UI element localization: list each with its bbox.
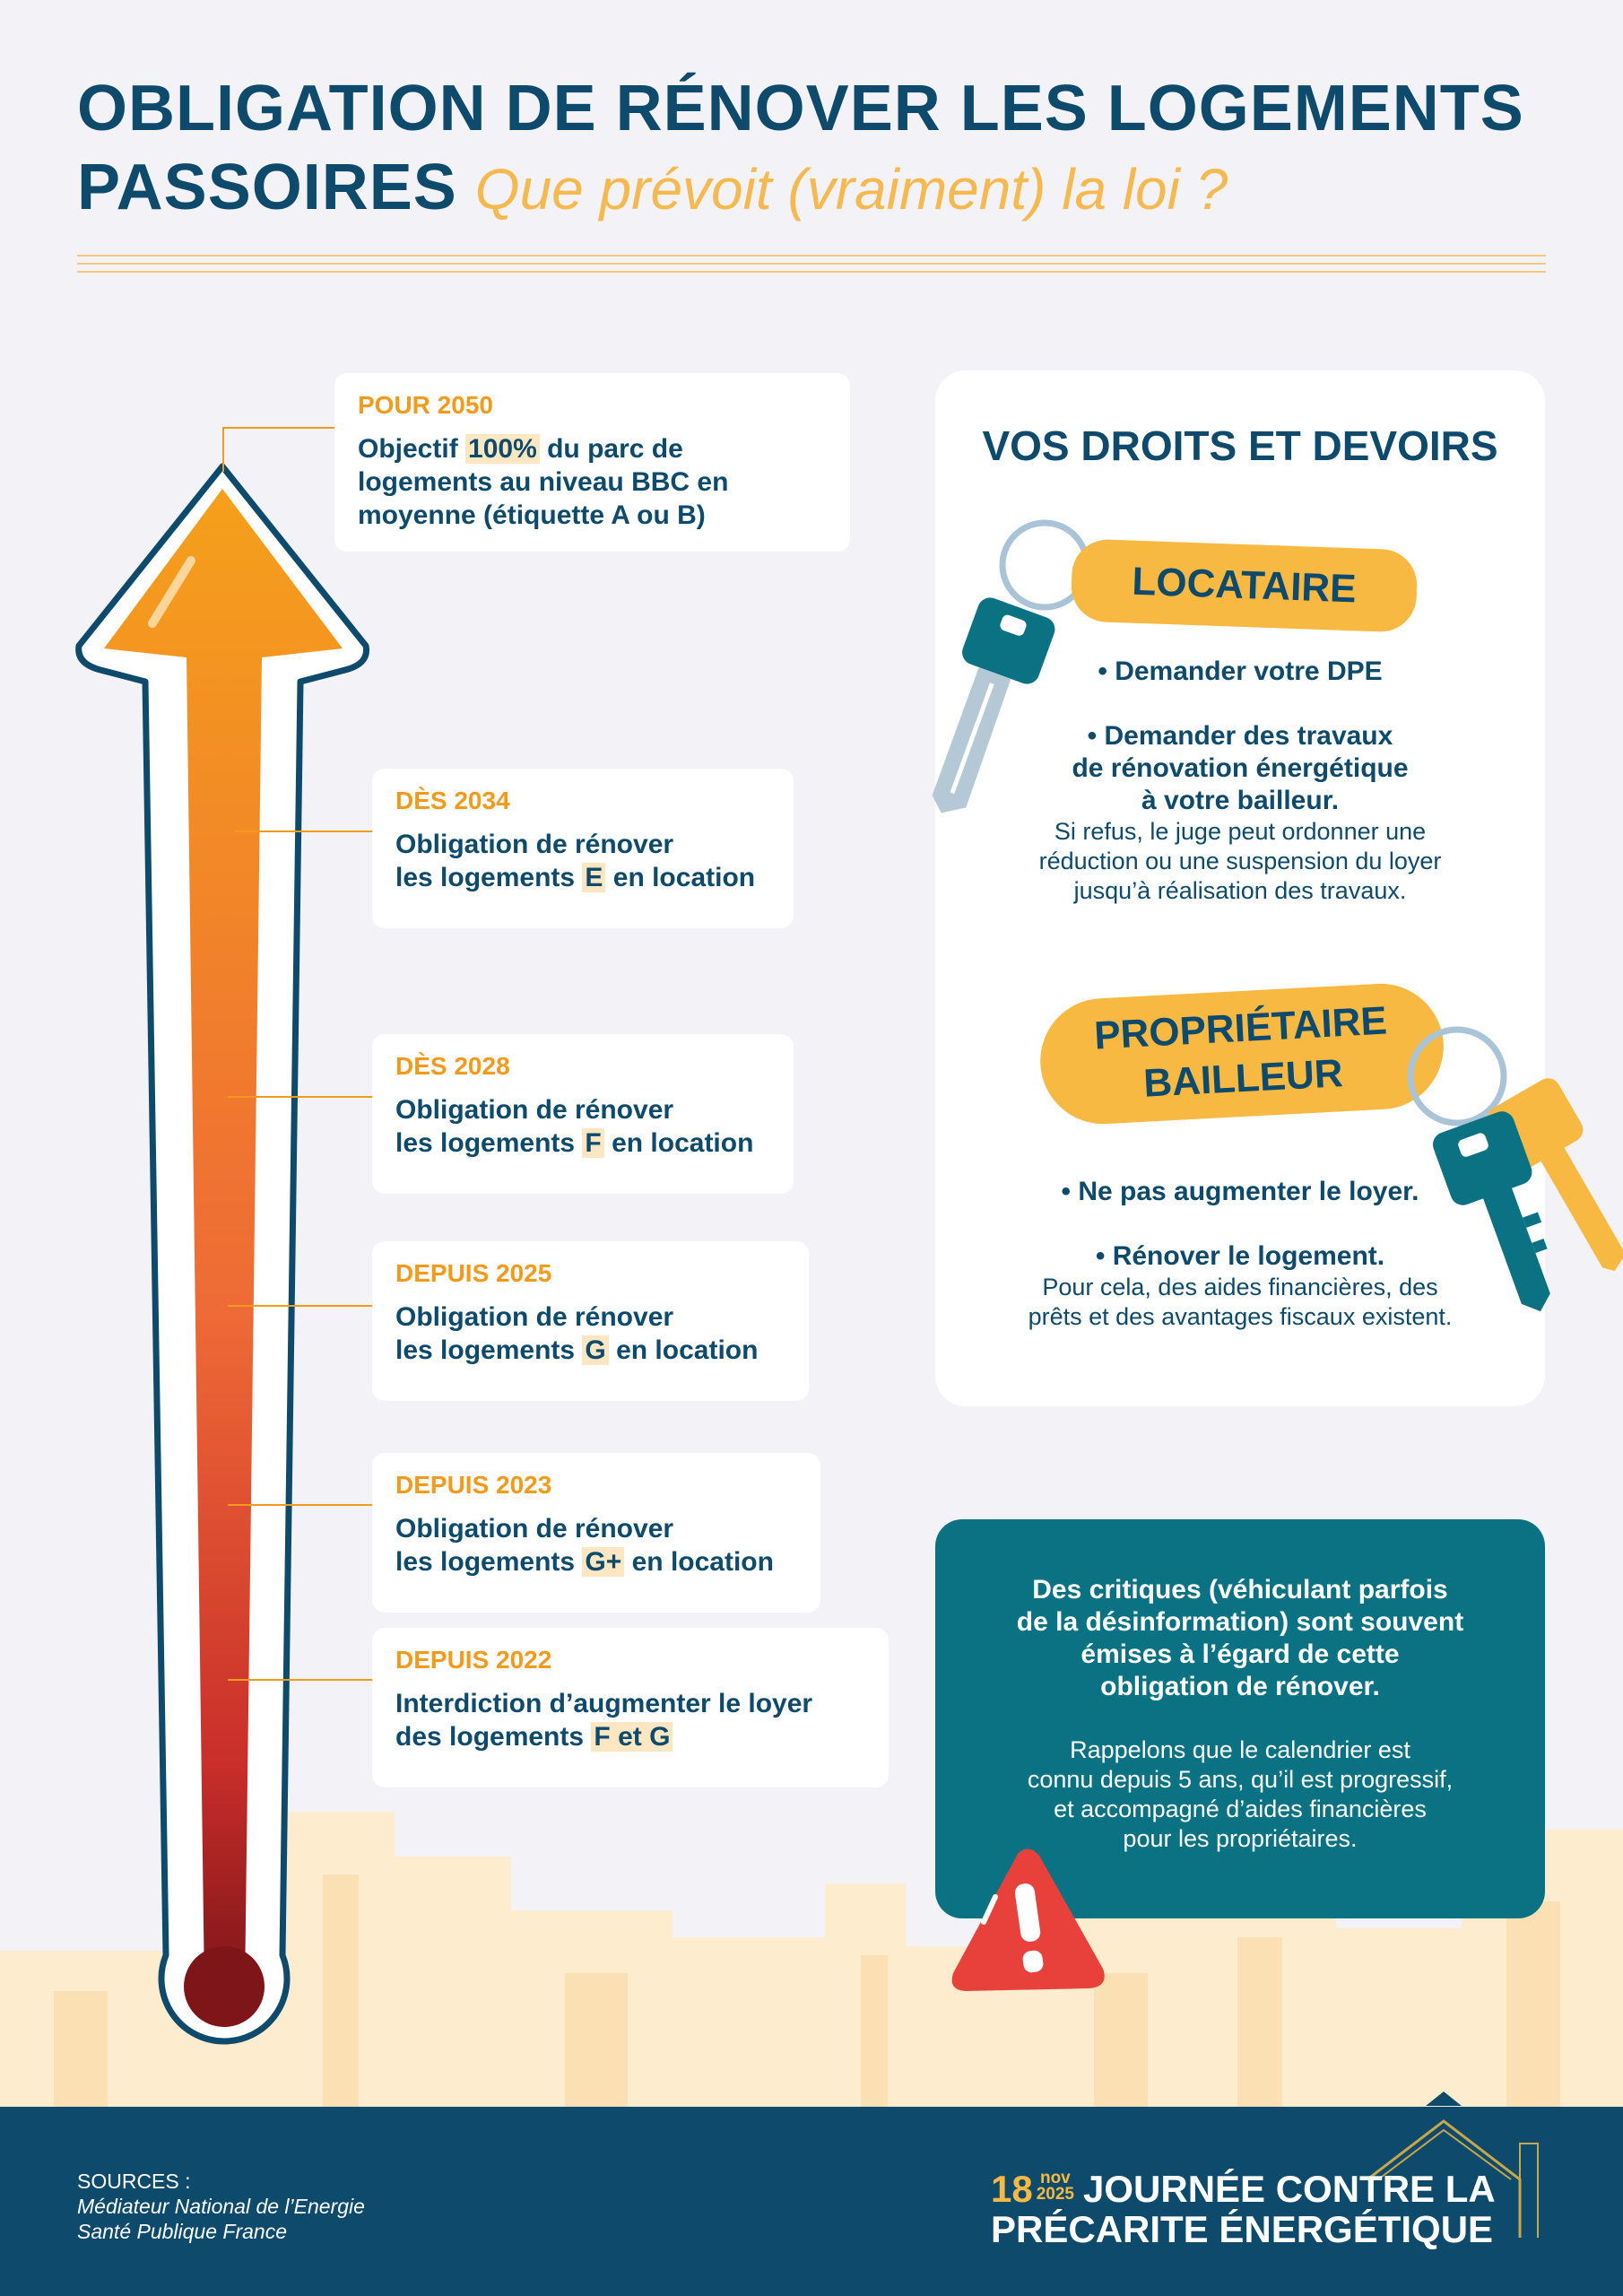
timeline-text-part: Obligation de rénover (395, 1302, 674, 1332)
timeline-highlight: F et G (591, 1722, 673, 1752)
timeline-year: POUR 2050 (358, 391, 493, 419)
critique-line: connu depuis 5 ans, qu’il est progressif, (1027, 1766, 1454, 1793)
timeline-text (358, 432, 827, 532)
tenant-point: • Demander des travaux (1087, 721, 1393, 751)
tenant-point: • Demander votre DPE (1098, 657, 1383, 686)
timeline-text (395, 1093, 770, 1160)
critique-line: Rappelons que le calendrier est (1070, 1736, 1410, 1763)
timeline-text-part: Obligation de rénover (395, 1514, 674, 1544)
header-divider (77, 255, 1546, 257)
header-divider (77, 271, 1546, 273)
timeline-highlight: G (582, 1335, 608, 1365)
timeline-text-part: en location (608, 1335, 759, 1365)
timeline-text-part: Obligation de rénover (395, 830, 674, 859)
timeline-text-part: Interdiction d’augmenter le loyer (395, 1689, 813, 1718)
timeline-text (395, 828, 770, 894)
timeline-text-part: des logements (395, 1722, 592, 1752)
warning-icon (946, 1843, 1112, 1996)
owner-point: • Rénover le logement. (1095, 1241, 1385, 1271)
critique-line: émises à l’égard de cette (1081, 1639, 1400, 1669)
owner-duties (935, 1176, 1545, 1332)
source-item: Santé Publique France (77, 2220, 287, 2243)
timeline-highlight: 100% (465, 434, 540, 464)
critique-line: obligation de rénover. (1100, 1672, 1380, 1701)
page-title-line2 (77, 151, 1228, 224)
sources (77, 2169, 365, 2244)
timeline-highlight: E (582, 863, 605, 892)
tenant-note: jusqu’à réalisation des travaux. (1073, 877, 1407, 904)
tenant-label-tag: LOCATAIRE (1071, 538, 1419, 632)
timeline-connector (222, 427, 335, 429)
sources-label: SOURCES : (77, 2170, 191, 2193)
thermometer-arrow-illustration (63, 453, 386, 2067)
source-item: Médiateur National de l’Energie (77, 2195, 365, 2218)
timeline-card-2025 (372, 1241, 809, 1401)
timeline-year: DEPUIS 2025 (395, 1259, 552, 1287)
tenant-duties (935, 656, 1545, 906)
timeline-highlight: F (582, 1128, 603, 1158)
timeline-text-part: les logements (395, 1335, 583, 1365)
critique-line: et accompagné d’aides financières (1054, 1796, 1427, 1822)
timeline-text-part: en location (605, 863, 756, 892)
timeline-text-part: moyenne (étiquette A ou B) (358, 500, 706, 530)
timeline-card-2028 (372, 1034, 794, 1194)
event-month-year (1037, 2170, 1074, 2203)
page-title-word: PASSOIRES (77, 152, 457, 223)
critique-line: Des critiques (véhiculant parfois (1032, 1575, 1448, 1605)
event-title-line: JOURNÉE CONTRE LA (1083, 2168, 1496, 2210)
tenant-point: à votre bailleur. (1141, 786, 1340, 815)
timeline-year: DEPUIS 2023 (395, 1471, 552, 1499)
critique-line: pour les propriétaires. (1123, 1825, 1358, 1852)
event-year: 2025 (1036, 2185, 1074, 2204)
page-title-line1: OBLIGATION DE RÉNOVER LES LOGEMENTS (77, 73, 1524, 144)
timeline-year: DÈS 2028 (395, 1052, 510, 1080)
owner-label-line: BAILLEUR (1142, 1051, 1344, 1106)
owner-label-line: PROPRIÉTAIRE (1093, 998, 1388, 1058)
owner-note: prêts et des avantages fiscaux existent. (1028, 1303, 1453, 1330)
event-day: 18 (991, 2168, 1033, 2210)
timeline-card-2022 (372, 1628, 889, 1787)
timeline-connector (222, 427, 224, 472)
timeline-text (395, 1300, 785, 1367)
timeline-text-part: en location (624, 1547, 774, 1577)
timeline-card-2050 (334, 373, 850, 552)
timeline-year: DÈS 2034 (395, 787, 510, 814)
page-subtitle: Que prévoit (vraiment) la loi ? (474, 157, 1228, 222)
timeline-year: DEPUIS 2022 (395, 1646, 552, 1674)
owner-label-tag (1037, 980, 1447, 1126)
timeline-text-part: les logements (395, 1547, 583, 1577)
timeline-card-2023 (372, 1453, 820, 1613)
timeline-text-part: Objectif (358, 434, 466, 464)
event-month: nov (1039, 2169, 1071, 2187)
event-brand (991, 2169, 1496, 2249)
header-divider (77, 263, 1546, 265)
timeline-text (395, 1512, 797, 1578)
owner-point: • Ne pas augmenter le loyer. (1061, 1177, 1419, 1206)
timeline-text-part: les logements (395, 863, 583, 892)
timeline-text (395, 1687, 865, 1753)
tenant-note: Si refus, le juge peut ordonner une (1054, 818, 1427, 845)
timeline-highlight: G+ (582, 1547, 624, 1577)
critique-statement (935, 1574, 1545, 1703)
tenant-point: de rénovation énergétique (1072, 753, 1409, 783)
timeline-card-2034 (372, 769, 794, 928)
critique-line: de la désinformation) sont souvent (1016, 1607, 1464, 1637)
timeline-text-part: les logements (395, 1128, 583, 1158)
rights-duties-title: VOS DROITS ET DEVOIRS (982, 422, 1498, 469)
event-title-line: PRÉCARITE ÉNERGÉTIQUE (991, 2208, 1494, 2250)
timeline-text-part: du parc de (539, 434, 683, 464)
owner-note: Pour cela, des aides financières, des (1042, 1274, 1438, 1300)
critique-note (935, 1735, 1545, 1854)
tenant-note: réduction ou une suspension du loyer (1038, 848, 1442, 874)
timeline-text-part: logements au niveau BBC en (358, 467, 729, 497)
timeline-text-part: en location (603, 1128, 754, 1158)
timeline-text-part: Obligation de rénover (395, 1095, 674, 1125)
